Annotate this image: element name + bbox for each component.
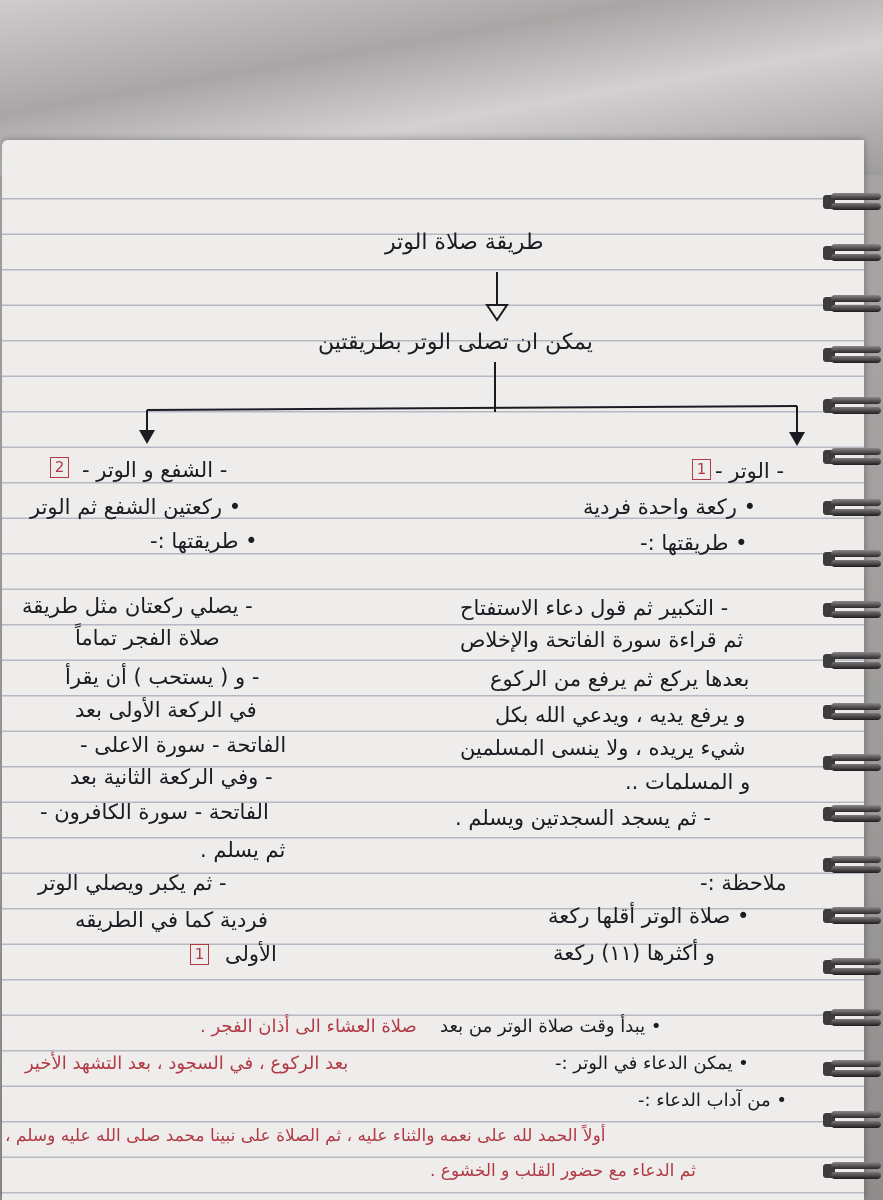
method1-step: شيء يريده ، ولا ينسى المسلمين [460,736,746,760]
note-line: و أكثرها (١١) ركعة [553,941,715,965]
bottom-note: • يبدأ وقت صلاة الوتر من بعد [440,1016,662,1037]
method2-step: - وفي الركعة الثانية بعد [70,765,273,789]
method1-step: - التكبير ثم قول دعاء الاستفتاح [460,596,729,620]
note-heading: ملاحظة :- [700,871,787,895]
method1-how: • طريقتها :- [640,531,748,555]
method1-step: ثم قراءة سورة الفاتحة والإخلاص [460,628,744,652]
method2-heading: - الشفع و الوتر - [82,458,228,482]
method2-number: 2 [50,457,69,478]
arrow-down-icon [139,430,155,444]
bottom-note: • من آداب الدعاء :- [638,1090,787,1111]
bottom-note: • يمكن الدعاء في الوتر :- [555,1053,749,1074]
method2-step: الفاتحة - سورة الكافرون - [40,800,269,824]
method2-how: • طريقتها :- [150,529,258,553]
method2-step: ثم يسلم . [200,838,286,862]
method2-step: فردية كما في الطريقه [75,908,268,932]
method1-point: • ركعة واحدة فردية [583,495,757,519]
method1-heading: - الوتر - [715,459,785,483]
method1-step: - ثم يسجد السجدتين ويسلم . [455,806,711,830]
method1-step: و المسلمات .. [625,770,751,794]
method2-ref-number: 1 [190,944,209,965]
bottom-note-red: صلاة العشاء الى أذان الفجر . [200,1016,417,1037]
method2-step: صلاة الفجر تماماً [75,626,220,650]
arrow-down-icon [487,305,507,320]
method1-step: و يرفع يديه ، ويدعي الله بكل [495,703,746,727]
method2-step: - يصلي ركعتان مثل طريقة [22,594,253,618]
method1-step: بعدها يركع ثم يرفع من الركوع [490,667,750,691]
note-line: • صلاة الوتر أقلها ركعة [548,904,750,928]
method1-number: 1 [692,459,711,480]
method2-point: • ركعتين الشفع ثم الوتر [30,495,242,519]
arrow-down-icon [789,432,805,446]
method2-step: - ثم يكبر ويصلي الوتر [38,871,227,895]
page-subtitle: يمكن ان تصلى الوتر بطريقتين [318,330,593,355]
bottom-note-red: أولاً الحمد لله على نعمه والثناء عليه ، ثم الصلاة على نبينا محمد صلى الله عليه وسلم ، [5,1126,606,1146]
method2-step: - و ( يستحب ) أن يقرأ [65,665,260,689]
method2-step: الفاتحة - سورة الاعلى - [80,733,287,757]
method2-step: الأولى [225,942,277,966]
method2-step: في الركعة الأولى بعد [75,698,257,722]
bottom-note-red: ثم الدعاء مع حضور القلب و الخشوع . [430,1161,696,1181]
page-title: طريقة صلاة الوتر [385,230,544,255]
bottom-note-red: بعد الركوع ، في السجود ، بعد التشهد الأخير [25,1053,349,1074]
branch-bar [147,406,797,410]
